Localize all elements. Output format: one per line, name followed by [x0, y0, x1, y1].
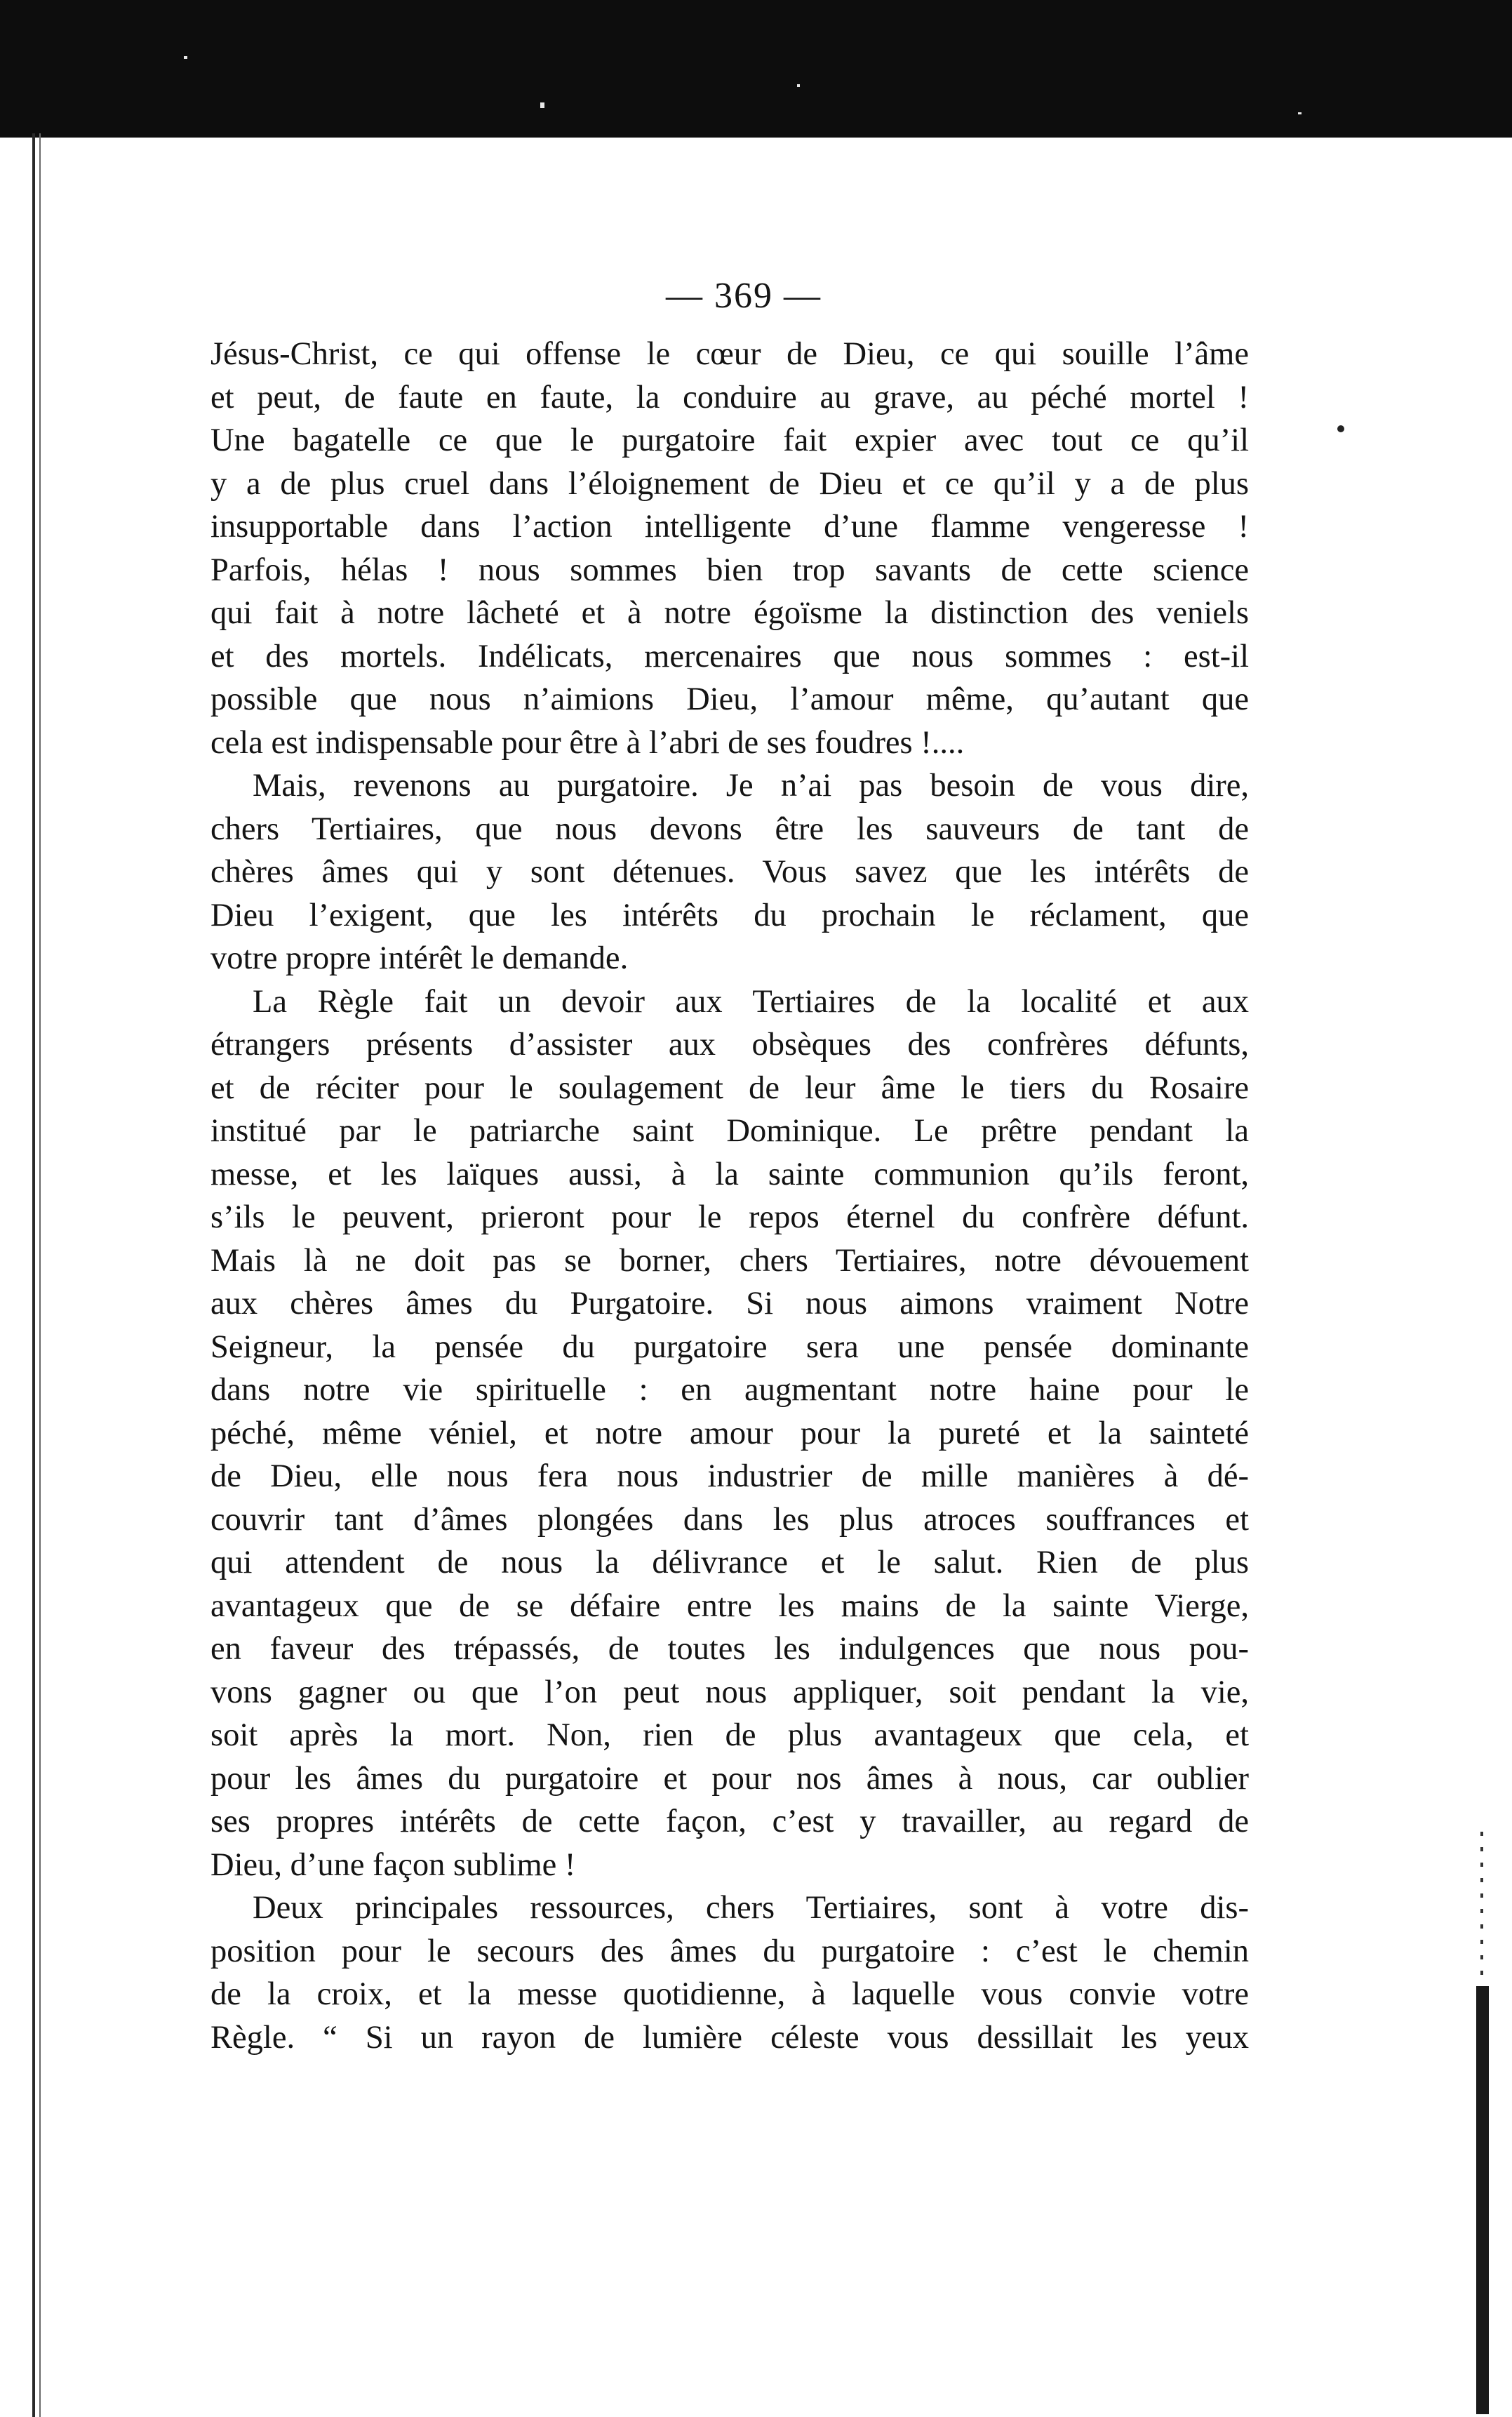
body-text: [210, 333, 1249, 2059]
text-line: ses propres intérêts de cette façon, c’est y travailler, au regard de: [210, 1804, 1249, 1839]
text-line: Règle. “ Si un rayon de lumière céleste vous dessillait les yeux: [210, 2019, 1249, 2056]
text-line: dans notre vie spirituelle : en augmentant notre haine pour le: [210, 1372, 1249, 1408]
margin-ink-dot: [1337, 425, 1344, 432]
right-margin-scan-marks: [1469, 1832, 1490, 2414]
text-line: étrangers présents d’assister aux obsèques des confrères défunts,: [210, 1027, 1249, 1063]
text-line: possible que nous n’aimions Dieu, l’amour même, qu’autant que: [210, 681, 1249, 717]
page-left-edge: [32, 133, 35, 2417]
text-line: en faveur des trépassés, de toutes les indulgences que nous pou-: [210, 1631, 1249, 1667]
text-line: Mais, revenons au purgatoire. Je n’ai pas besoin de vous dire,: [253, 768, 1249, 804]
text-line: Jésus-Christ, ce qui offense le cœur de Dieu, ce qui souille l’âme: [210, 336, 1249, 372]
margin-binding-strip: [1476, 1986, 1489, 2414]
text-line: qui attendent de nous la délivrance et le salut. Rien de plus: [210, 1545, 1249, 1580]
text-line: insupportable dans l’action intelligente d’une flamme vengeresse !: [210, 509, 1249, 545]
text-line: Seigneur, la pensée du purgatoire sera une pensée dominante: [210, 1329, 1249, 1365]
text-line: aux chères âmes du Purgatoire. Si nous aimons vraiment Notre: [210, 1286, 1249, 1321]
text-line: péché, même véniel, et notre amour pour la pureté et la sainteté: [210, 1415, 1249, 1451]
text-line: et peut, de faute en faute, la conduire au grave, au péché mortel !: [210, 379, 1249, 415]
text-line: chères âmes qui y sont détenues. Vous savez que les intérêts de: [210, 854, 1249, 890]
scan-speck: [540, 102, 544, 108]
text-line: Dieu, d’une façon sublime !: [210, 1846, 576, 1883]
text-line: chers Tertiaires, que nous devons être les sauveurs de tant de: [210, 811, 1249, 847]
text-line: vons gagner ou que l’on peut nous appliquer, soit pendant la vie,: [210, 1674, 1249, 1710]
text-line: avantageux que de se défaire entre les mains de la sainte Vierge,: [210, 1587, 1249, 1624]
text-line: et des mortels. Indélicats, mercenaires que nous sommes : est-il: [210, 638, 1249, 674]
text-line: position pour le secours des âmes du purgatoire : c’est le chemin: [210, 1933, 1249, 1969]
text-line: soit après la mort. Non, rien de plus avantageux que cela, et: [210, 1717, 1249, 1753]
page-left-edge-inner: [39, 133, 41, 2417]
text-line: qui fait à notre lâcheté et à notre égoïsme la distinction des veniels: [210, 595, 1249, 631]
scan-speck: [184, 56, 187, 59]
text-line: couvrir tant d’âmes plongées dans les plus atroces souffrances et: [210, 1501, 1249, 1538]
text-line: de la croix, et la messe quotidienne, à laquelle vous convie votre: [210, 1976, 1249, 2012]
scan-top-border: [0, 0, 1512, 138]
text-line: pour les âmes du purgatoire et pour nos âmes à nous, car oublier: [210, 1760, 1249, 1797]
text-line: s’ils le peuvent, prieront pour le repos éternel du confrère défunt.: [210, 1199, 1249, 1235]
text-line: y a de plus cruel dans l’éloignement de Dieu et ce qu’il y a de plus: [210, 465, 1249, 502]
text-line: Dieu l’exigent, que les intérêts du prochain le réclament, que: [210, 897, 1249, 933]
text-line: de Dieu, elle nous fera nous industrier de mille manières à dé-: [210, 1458, 1249, 1494]
text-line: Parfois, hélas ! nous sommes bien trop savants de cette science: [210, 552, 1249, 588]
scan-speck: [797, 84, 800, 87]
text-line: Mais là ne doit pas se borner, chers Tertiaires, notre dévouement: [210, 1242, 1249, 1279]
text-line: messe, et les laïques aussi, à la sainte communion qu’ils feront,: [210, 1156, 1249, 1192]
margin-dotted-mark: [1480, 1832, 1483, 1979]
text-line: institué par le patriarche saint Dominique. Le prêtre pendant la: [210, 1113, 1249, 1149]
text-line: cela est indispensable pour être à l’abri de ses foudres !....: [210, 724, 965, 761]
scan-speck: [1298, 112, 1302, 114]
text-line: La Règle fait un devoir aux Tertiaires de la localité et aux: [253, 983, 1249, 1020]
text-line: et de réciter pour le soulagement de leur âme le tiers du Rosaire: [210, 1070, 1249, 1106]
page-number: — 369 —: [666, 276, 822, 316]
text-line: votre propre intérêt le demande.: [210, 940, 629, 976]
text-line: Deux principales ressources, chers Tertiaires, sont à votre dis-: [253, 1890, 1249, 1926]
text-line: Une bagatelle ce que le purgatoire fait expier avec tout ce qu’il: [210, 422, 1249, 458]
